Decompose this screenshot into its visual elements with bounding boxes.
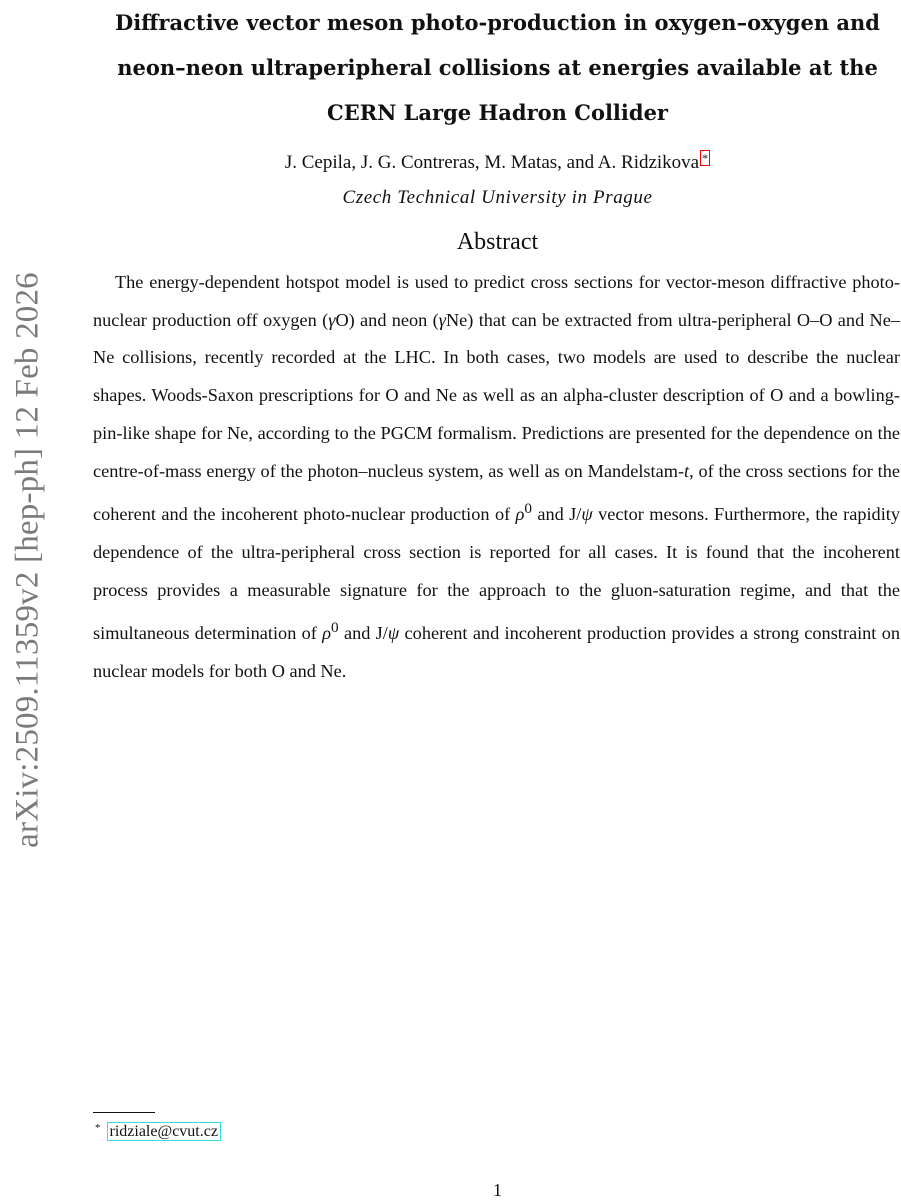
mandelstam-t-symbol: t	[684, 460, 690, 481]
rho-symbol: ρ	[515, 504, 525, 525]
author-list	[90, 150, 901, 174]
footnote-divider	[93, 1112, 155, 1113]
abstract-segment: O) and neon (	[335, 309, 439, 330]
title-line-3: CERN Large Hadron Collider	[326, 100, 668, 125]
psi-symbol: ψ	[387, 623, 400, 644]
arxiv-identifier-stamp: arXiv:2509.11359v2 [hep-ph] 12 Feb 2026	[9, 272, 46, 848]
abstract-text	[93, 264, 900, 691]
psi-symbol: ψ	[581, 504, 593, 525]
gamma-symbol: γ	[438, 309, 446, 330]
rho-symbol: ρ	[322, 623, 331, 644]
abstract-segment: , of the cross sections for the coherent and the incoherent photo-nuclear production of	[93, 460, 900, 525]
abstract-segment: and J/	[531, 504, 582, 525]
abstract-segment: and J/	[338, 623, 388, 644]
rho-superscript: 0	[524, 500, 532, 518]
affiliation: Czech Technical University in Prague	[342, 187, 653, 208]
page-number: 1	[493, 1180, 502, 1200]
abstract-segment: Ne) that can be extracted from ultra-peripheral O–O and Ne–Ne collisions, recently recorded at the LHC. In both cases, two models are used to describe the nuclear shapes. Woods-Saxon prescriptions for O and Ne as well as an alpha-cluster description of O and a bowling-pin-like shape for Ne, according to the PGCM formalism. Predictions are presented for the dependence on the centre-of-mass energy of the photon–nucleus system, as well as on Mandelstam-	[93, 309, 900, 481]
abstract-segment: coherent and incoherent production provides a strong constraint on nuclear models for both O and Ne.	[93, 623, 900, 682]
footnote	[95, 1122, 221, 1141]
rho-superscript: 0	[331, 619, 339, 637]
email-link[interactable]: ridziale@cvut.cz	[107, 1122, 221, 1141]
title-line-2: neon–neon ultraperipheral collisions at energies available at the	[117, 55, 878, 80]
paper-title	[90, 0, 901, 135]
footnote-mark: *	[95, 1122, 101, 1134]
gamma-symbol: γ	[328, 309, 336, 330]
abstract-heading: Abstract	[456, 229, 539, 255]
abstract-segment: vector mesons. Furthermore, the rapidity dependence of the ultra-peripheral cross section is reported for all cases. It is found that the incoherent process provides a measurable signature for the approach to the gluon-saturation regime, and that the simultaneous determination of	[93, 504, 900, 644]
title-line-1: Diffractive vector meson photo-production in oxygen–oxygen and	[114, 10, 880, 35]
author-footnote-link[interactable]: *	[702, 151, 709, 165]
abstract-segment: The energy-dependent hotspot model is used to predict cross sections for vector-meson diffractive photo-nuclear production off oxygen (	[93, 272, 900, 330]
author-names: J. Cepila, J. G. Contreras, M. Matas, and A. Ridzikova	[284, 152, 700, 173]
